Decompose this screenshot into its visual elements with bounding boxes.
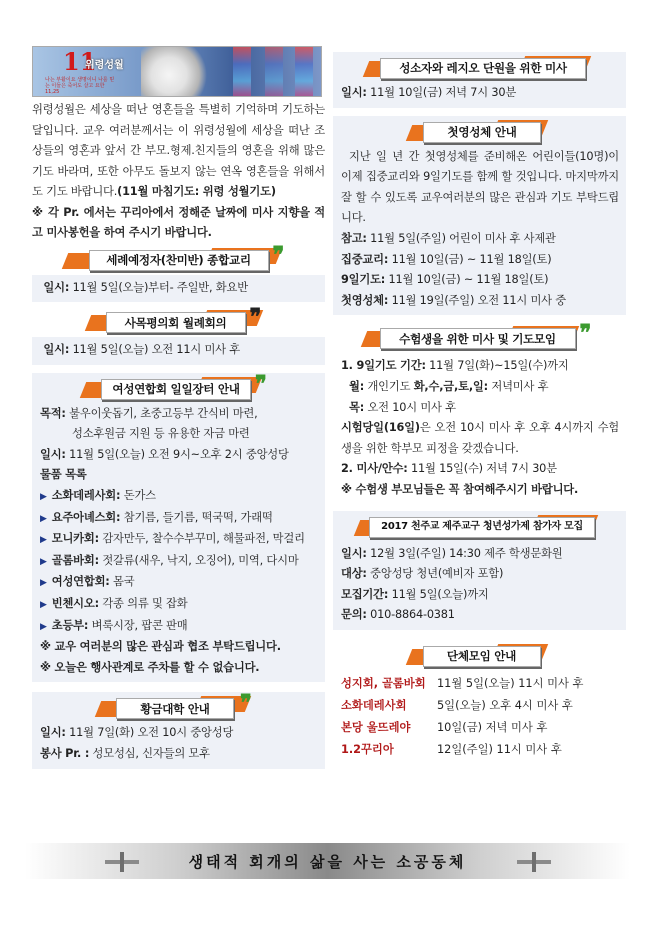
catechumen-date-label: 일시: [43, 280, 70, 294]
golden-service-label: 봉사 Pr. : [40, 747, 90, 760]
stained-glass-image [295, 47, 313, 97]
legio-date-text: 11월 10일(금) 저녁 7시 30분 [370, 86, 517, 99]
row-label: 일시: [341, 546, 367, 560]
golden-service-text: 성모성심, 신자들의 모후 [92, 747, 210, 760]
legio-date-label: 일시: [341, 86, 367, 99]
group-time: 5일(오늘) 오후 4시 미사 후 [437, 698, 573, 712]
group-time: 10일(금) 저녁 미사 후 [437, 720, 548, 734]
row-label: 첫영성체: [341, 293, 389, 307]
youth-row [341, 564, 619, 585]
catechumen-title: 세례예정자(찬미반) 종합교리 [89, 250, 269, 271]
youth-banner [355, 515, 605, 540]
triangle-icon: ▶ [40, 621, 47, 632]
row-value: 12월 3일(주일) 14:30 제주 학생문화원 [370, 546, 563, 560]
intro-text: 위령성월은 세상을 떠난 영혼들을 특별히 기억하며 기도하는 달입니다. 교우 여러분께서는 이 위령성월에 세상을 떠난 조상들의 영혼과 앞서 간 부모.형제.친지들의 영혼을 위해 많은 기도 바라며, 또한 아무도 돌보지 않는 연옥 영혼들을 위해서도 기도 바랍니다. [32, 103, 325, 198]
list-item [40, 551, 318, 573]
exam-label: 시험당일(16일) [341, 421, 420, 435]
golden-date-label: 일시: [40, 726, 66, 740]
exam-label: 목: [349, 400, 365, 414]
bazaar-item-list [40, 486, 318, 637]
exam-label: 화,수,금,토,일: [413, 379, 488, 393]
group-name: 본당 울뜨레야 [341, 720, 411, 734]
communion-panel [333, 116, 626, 316]
communion-row [341, 270, 619, 291]
hero-number: 11 [63, 47, 97, 76]
exam-banner [360, 320, 600, 351]
list-item [40, 486, 318, 508]
stained-glass-image [233, 47, 251, 97]
item-goods: 참기름, 들기름, 떡국떡, 가래떡 [123, 510, 273, 524]
quote-icon: ❞ [579, 320, 592, 347]
item-org: 소화데레사회: [51, 489, 121, 503]
communion-row [341, 291, 619, 312]
cross-ornament-icon [517, 852, 551, 872]
list-item [40, 529, 318, 551]
exam-value: 오전 10시 미사 후 [367, 400, 456, 414]
row-label: 참고: [341, 231, 367, 245]
pieta-image [141, 47, 211, 97]
list-item [40, 594, 318, 616]
list-item [40, 508, 318, 530]
bazaar-date-label: 일시: [40, 447, 66, 461]
exam-label: 2. 미사/안수: [341, 462, 408, 476]
group-name: 성지회, 골롬바회 [341, 676, 426, 690]
items-title-text: 물품 목록 [40, 468, 87, 482]
triangle-icon: ▶ [40, 600, 47, 611]
exam-label: 1. 9일기도 기간: [341, 359, 426, 373]
council-banner [84, 304, 274, 335]
golden-date [40, 723, 318, 744]
group-name: 1.2꾸리아 [341, 742, 394, 756]
item-org: 모니카회: [51, 532, 99, 546]
item-org: 요주아녜스회: [51, 510, 121, 524]
hero-verse: 나는 부활이요 생명이니 나를 믿는 이들은 죽어도 살고 요한 11,25 [45, 77, 115, 95]
note-text: ※ 오늘은 행사관계로 주차를 할 수 없습니다. [40, 660, 260, 674]
item-goods: 각종 의류 및 잡화 [102, 597, 188, 611]
row-value: 11월 5일(주일) 어린이 미사 후 사제관 [370, 231, 556, 245]
row-value: 11월 10일(금) ~ 11월 18일(토) [388, 273, 549, 287]
list-item [40, 616, 318, 638]
council-title: 사목평의회 월례회의 [106, 312, 246, 333]
exam-line-4 [341, 418, 619, 459]
item-org: 빈첸시오: [51, 597, 99, 611]
bazaar-date-text: 11월 5일(오늘) 오전 9시~오후 2시 중앙성당 [69, 447, 289, 461]
triangle-icon: ▶ [40, 556, 47, 567]
groups-list [333, 669, 626, 761]
legio-title: 성소자와 레지오 단원을 위한 미사 [380, 58, 586, 79]
triangle-icon: ▶ [40, 513, 47, 524]
exam-panel [333, 353, 626, 504]
footer-banner [25, 843, 630, 879]
item-goods: 벼룩시장, 팝콘 판매 [91, 618, 188, 632]
youth-row [341, 544, 619, 565]
legio-banner [362, 56, 598, 81]
golden-banner [94, 690, 264, 721]
hero-title: 위령성월 [85, 60, 124, 71]
exam-note [341, 480, 619, 501]
item-org: 여성연합회: [51, 575, 110, 589]
triangle-icon: ▶ [40, 578, 47, 589]
group-time: 12일(주일) 11시 미사 후 [437, 742, 562, 756]
bazaar-purpose-text: 불우이웃돕기, 초중고등부 간식비 마련, [69, 406, 258, 420]
golden-title: 황금대학 안내 [116, 698, 234, 719]
list-item [40, 572, 318, 594]
row-value: 11월 10일(금) ~ 11월 18일(토) [391, 252, 552, 266]
footer-motto: 생태적 회개의 삶을 사는 소공동체 [188, 852, 467, 871]
quote-icon: ❞ [249, 304, 262, 331]
exam-line-3 [341, 398, 619, 419]
quote-icon: ❞ [240, 690, 252, 717]
bazaar-note-1 [40, 637, 318, 658]
council-date: 11월 5일(오늘) 오전 11시 미사 후 [72, 343, 240, 357]
bazaar-purpose [40, 404, 318, 425]
legio-date [341, 83, 619, 104]
bazaar-panel [32, 370, 325, 683]
note-text: ※ 교우 여러분의 많은 관심과 협조 부탁드립니다. [40, 640, 281, 654]
row-label: 9일기도: [341, 273, 386, 287]
row-value: 11월 19일(주일) 오전 11시 미사 중 [391, 293, 567, 307]
catechumen-panel [32, 275, 325, 303]
intro-note: ※ 각 Pr. 에서는 꾸리아에서 정해준 날짜에 미사 지향을 적고 미사봉헌을 하여 주시기 바랍니다. [32, 205, 325, 239]
list-item [341, 673, 620, 695]
youth-row [341, 585, 619, 606]
exam-value: 개인기도 [367, 379, 411, 393]
item-org: 초등부: [51, 618, 89, 632]
youth-panel [333, 511, 626, 630]
group-time: 11월 5일(오늘) 11시 미사 후 [437, 676, 584, 690]
communion-row [341, 229, 619, 250]
communion-text: 지난 일 년 간 첫영성체를 준비해온 어린이들(10명)이 이제 집중교리와 9일기도를 함께 할 것입니다. 마지막까지 잘 할 수 있도록 교우여러분의 많은 관심과 기도 부탁드립니다. [341, 149, 619, 225]
cross-ornament-icon [105, 852, 139, 872]
intro-section [32, 100, 325, 244]
communion-row [341, 250, 619, 271]
exam-line-5 [341, 459, 619, 480]
intro-prayer: (11월 마침기도: 위령 성월기도) [117, 185, 276, 198]
bazaar-note-2 [40, 658, 318, 679]
right-column [333, 52, 626, 761]
item-goods: 돈가스 [123, 489, 156, 503]
bazaar-banner [79, 370, 279, 402]
exam-value: 11월 15일(수) 저녁 7시 30분 [411, 462, 557, 476]
triangle-icon: ▶ [40, 492, 47, 503]
bazaar-date [40, 445, 318, 466]
communion-banner [405, 120, 555, 145]
item-goods: 감자만두, 찰수수부꾸미, 해물파전, 막걸리 [102, 532, 305, 546]
groups-banner [405, 644, 555, 669]
golden-panel [32, 692, 325, 768]
quote-icon: ❞ [272, 241, 285, 268]
list-item [341, 717, 620, 739]
council-panel [32, 337, 325, 365]
golden-service [40, 744, 318, 765]
bazaar-items-title [40, 465, 318, 486]
groups-title: 단체모임 안내 [423, 646, 541, 667]
council-date-label: 일시: [43, 343, 70, 357]
catechumen-date: 11월 5일(오늘)부터- 주일반, 화요반 [72, 280, 248, 294]
row-value: 010-8864-0381 [370, 608, 455, 622]
row-label: 집중교리: [341, 252, 389, 266]
row-value: 11월 5일(오늘)까지 [391, 587, 489, 601]
row-value: 중앙성당 청년(예비자 포함) [370, 567, 504, 581]
list-item [341, 695, 620, 717]
exam-label: 월: [349, 379, 365, 393]
golden-date-text: 11월 7일(화) 오전 10시 중앙성당 [69, 726, 234, 740]
legio-panel [333, 52, 626, 108]
group-name: 소화데레사회 [341, 698, 407, 712]
list-item [341, 739, 620, 761]
exam-value: 저녁미사 후 [491, 379, 549, 393]
exam-line-1 [341, 356, 619, 377]
bazaar-purpose-label: 목적: [40, 406, 66, 420]
row-label: 모집기간: [341, 587, 389, 601]
catechumen-banner [59, 241, 299, 273]
row-label: 문의: [341, 608, 367, 622]
exam-value: 은 오전 10시 미사 후 오후 4시까지 수험생을 위한 학부모 피정을 갖겠습니다. [341, 421, 619, 455]
row-label: 대상: [341, 567, 367, 581]
note-text: ※ 수험생 부모님들은 꼭 참여해주시기 바랍니다. [341, 482, 579, 496]
bazaar-purpose-2: 성소후원금 지원 등 유용한 자금 마련 [72, 427, 250, 441]
bazaar-title: 여성연합회 일일장터 안내 [101, 379, 251, 400]
youth-row [341, 605, 619, 626]
left-column [32, 46, 325, 769]
exam-value: 11월 7일(화)~15일(수)까지 [429, 359, 569, 373]
stained-glass-image [265, 47, 283, 97]
exam-line-2 [341, 377, 619, 398]
exam-title: 수험생을 위한 미사 및 기도모임 [380, 328, 576, 349]
item-org: 골롬바회: [51, 553, 99, 567]
item-goods: 젓갈류(새우, 낙지, 오징어), 미역, 다시마 [102, 553, 299, 567]
communion-title: 첫영성체 안내 [423, 122, 541, 143]
quote-icon: ❞ [255, 370, 267, 397]
item-goods: 몸국 [113, 575, 135, 589]
hero-banner [32, 46, 322, 97]
youth-title: 2017 천주교 제주교구 청년성가제 참가자 모집 [369, 517, 595, 538]
triangle-icon: ▶ [40, 535, 47, 546]
